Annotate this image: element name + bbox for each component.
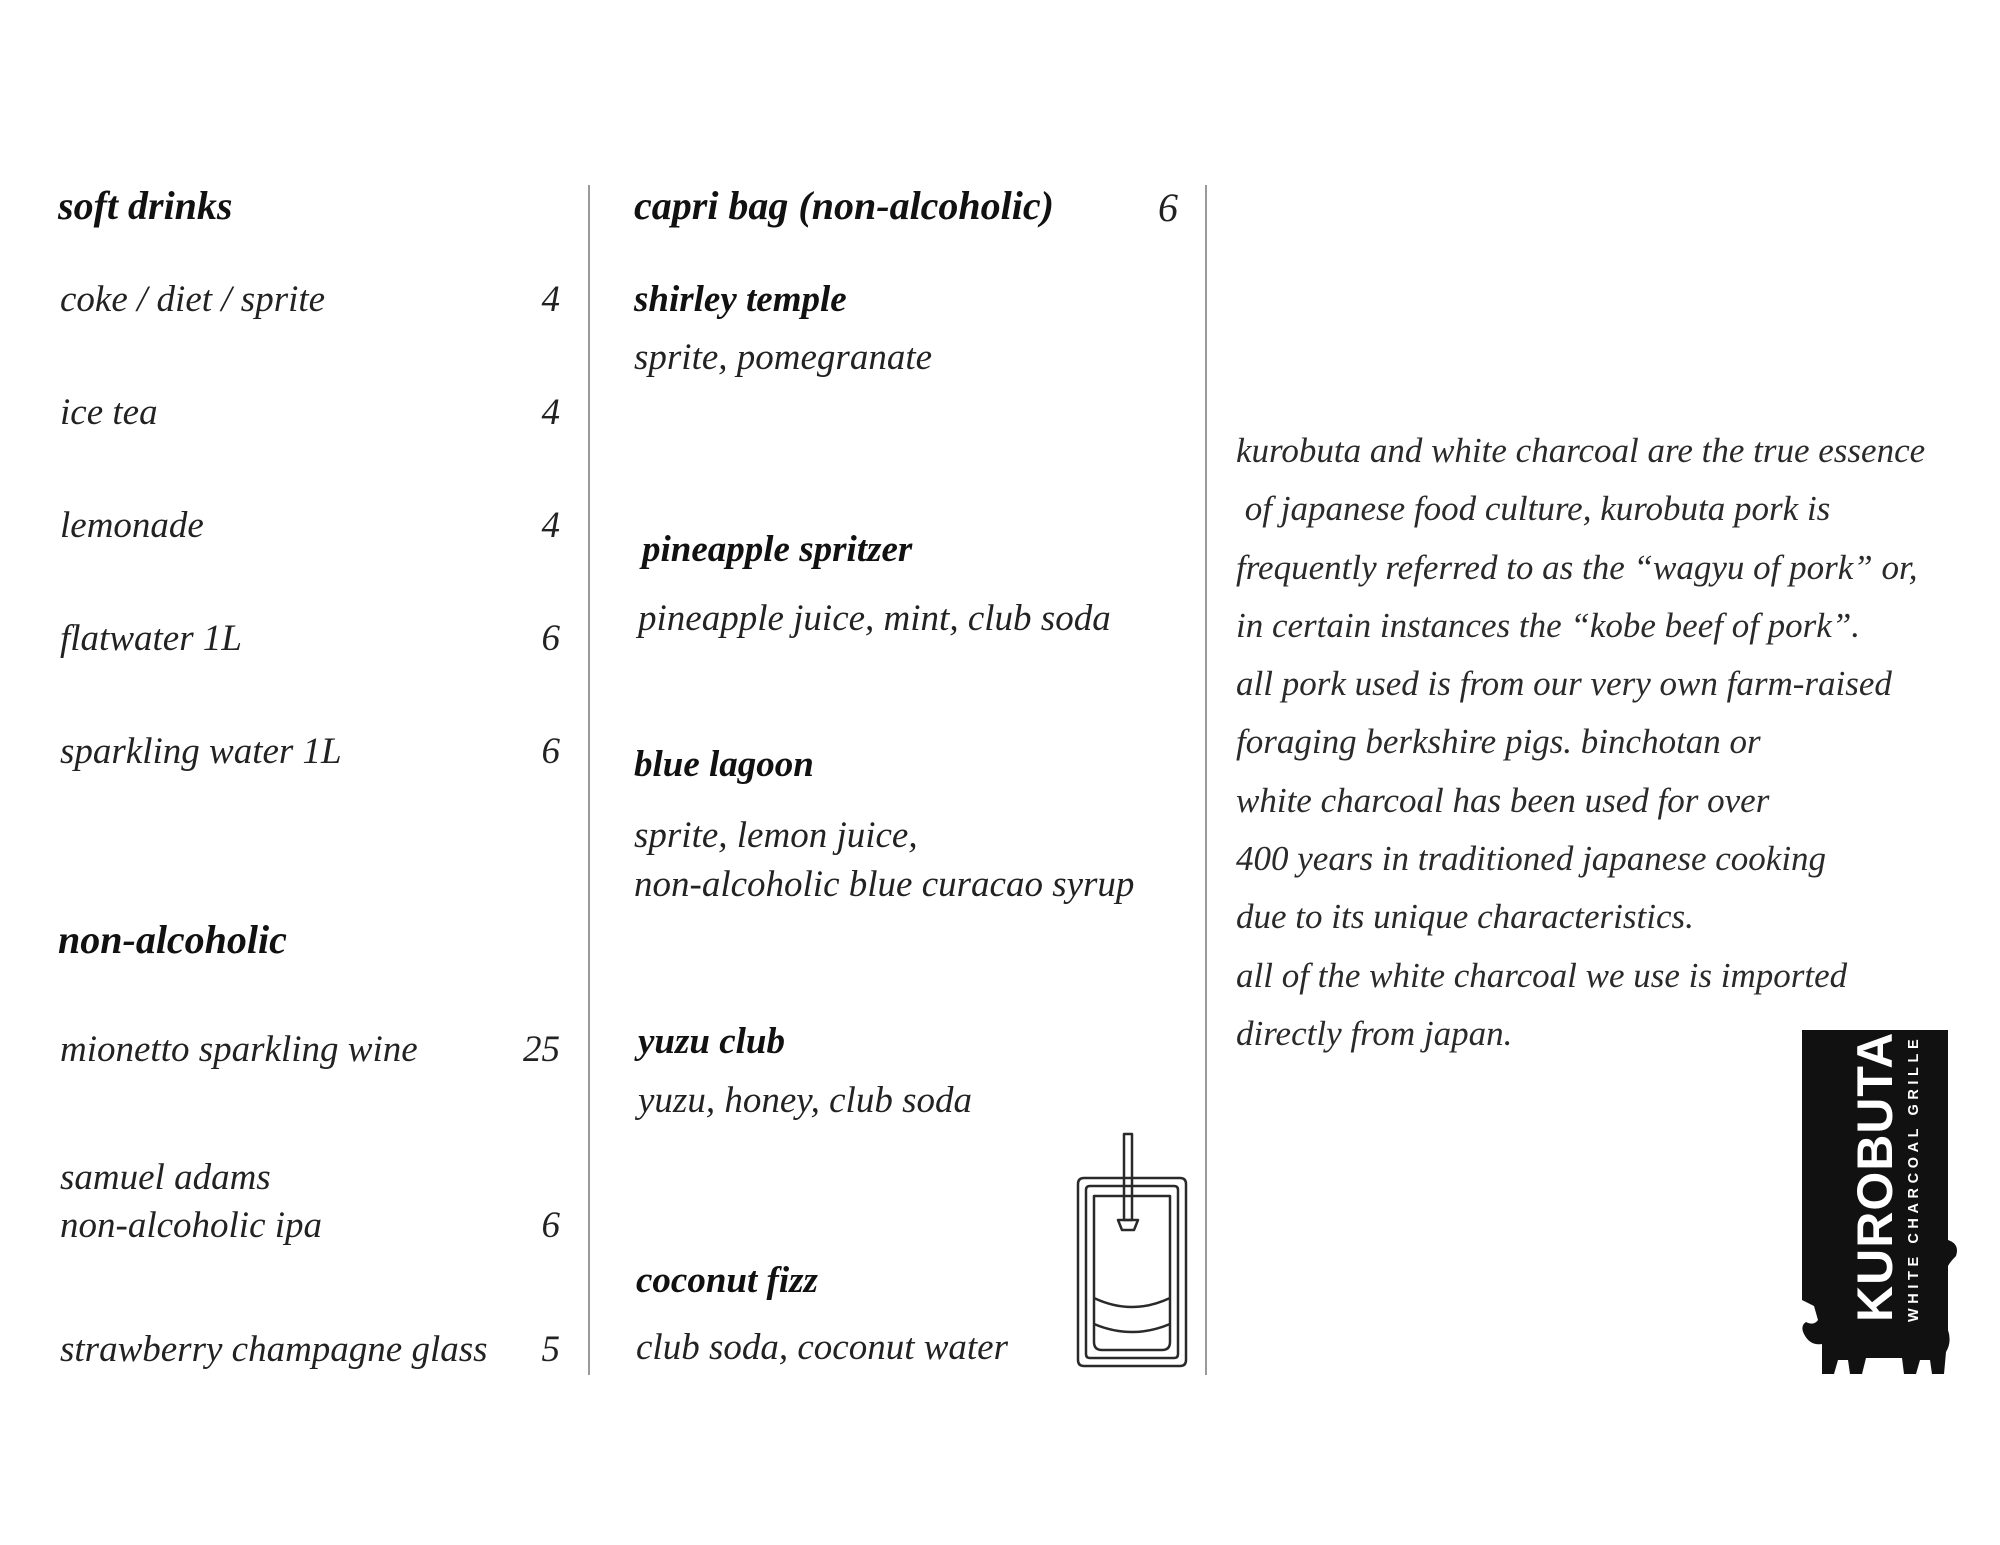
menu-item-name: flatwater 1L — [60, 618, 242, 659]
about-line: all pork used is from our very own farm-raised — [1236, 664, 1892, 704]
menu-item-price: 5 — [541, 1329, 560, 1370]
menu-item-price: 6 — [541, 1205, 560, 1246]
drink-name: shirley temple — [634, 279, 847, 320]
drink-description: sprite, pomegranate — [634, 337, 933, 378]
menu-item-name: ice tea — [60, 392, 158, 433]
logo-tagline-text: WHITE CHARCOAL GRILLE — [1906, 1034, 1922, 1322]
capri-bag-price: 6 — [1158, 185, 1178, 230]
drink-description: sprite, lemon juice, — [634, 815, 918, 856]
menu-item-price: 6 — [541, 618, 560, 659]
non-alcoholic-heading: non-alcoholic — [58, 917, 287, 962]
about-paragraph — [1236, 422, 1976, 1063]
about-line: frequently referred to as the “wagyu of pork” or, — [1236, 547, 1918, 587]
drink-description: non-alcoholic blue curacao syrup — [634, 864, 1135, 905]
about-line: all of the white charcoal we use is imported — [1236, 955, 1848, 995]
drink-name: coconut fizz — [636, 1260, 818, 1301]
capri-bag-glass-icon — [1072, 1128, 1192, 1368]
drink-description: pineapple juice, mint, club soda — [638, 598, 1111, 639]
drink-name: pineapple spritzer — [642, 529, 913, 570]
menu-item-price: 6 — [541, 731, 560, 772]
kurobuta-logo — [1800, 1030, 1960, 1380]
about-line: in certain instances the “kobe beef of pork”. — [1236, 605, 1861, 645]
menu-item-price: 25 — [523, 1029, 560, 1070]
about-line: kurobuta and white charcoal are the true essence — [1236, 431, 1926, 470]
drink-description: yuzu, honey, club soda — [638, 1080, 972, 1121]
menu-item-name: strawberry champagne glass — [60, 1329, 488, 1370]
about-line: due to its unique characteristics. — [1236, 897, 1694, 937]
drink-name: blue lagoon — [634, 744, 814, 785]
menu-item-price: 4 — [541, 392, 560, 433]
about-line: 400 years in traditioned japanese cooking — [1236, 839, 1827, 879]
drink-name: yuzu club — [638, 1021, 786, 1062]
menu-item-price: 4 — [541, 505, 560, 546]
column-divider — [588, 185, 590, 1375]
menu-item-name: sparkling water 1L — [60, 731, 342, 772]
menu-item-name: lemonade — [60, 505, 204, 546]
about-line: directly from japan. — [1236, 1013, 1513, 1053]
about-line: foraging berkshire pigs. binchotan or — [1236, 722, 1761, 762]
drink-description: club soda, coconut water — [636, 1327, 1009, 1368]
menu-item-name: coke / diet / sprite — [60, 279, 326, 320]
logo-brand-text: KUROBUTA — [1847, 1031, 1903, 1322]
about-line: white charcoal has been used for over — [1236, 780, 1770, 820]
menu-item-name: samuel adams — [60, 1157, 271, 1198]
about-line: of japanese food culture, kurobuta pork is — [1236, 489, 1831, 529]
menu-item-name: non-alcoholic ipa — [60, 1205, 323, 1246]
menu-item-price: 4 — [541, 279, 560, 320]
soft-drinks-heading: soft drinks — [58, 183, 233, 228]
menu-item-name: mionetto sparkling wine — [60, 1029, 418, 1070]
capri-bag-heading: capri bag (non-alcoholic) — [634, 183, 1054, 228]
column-divider — [1205, 185, 1207, 1375]
